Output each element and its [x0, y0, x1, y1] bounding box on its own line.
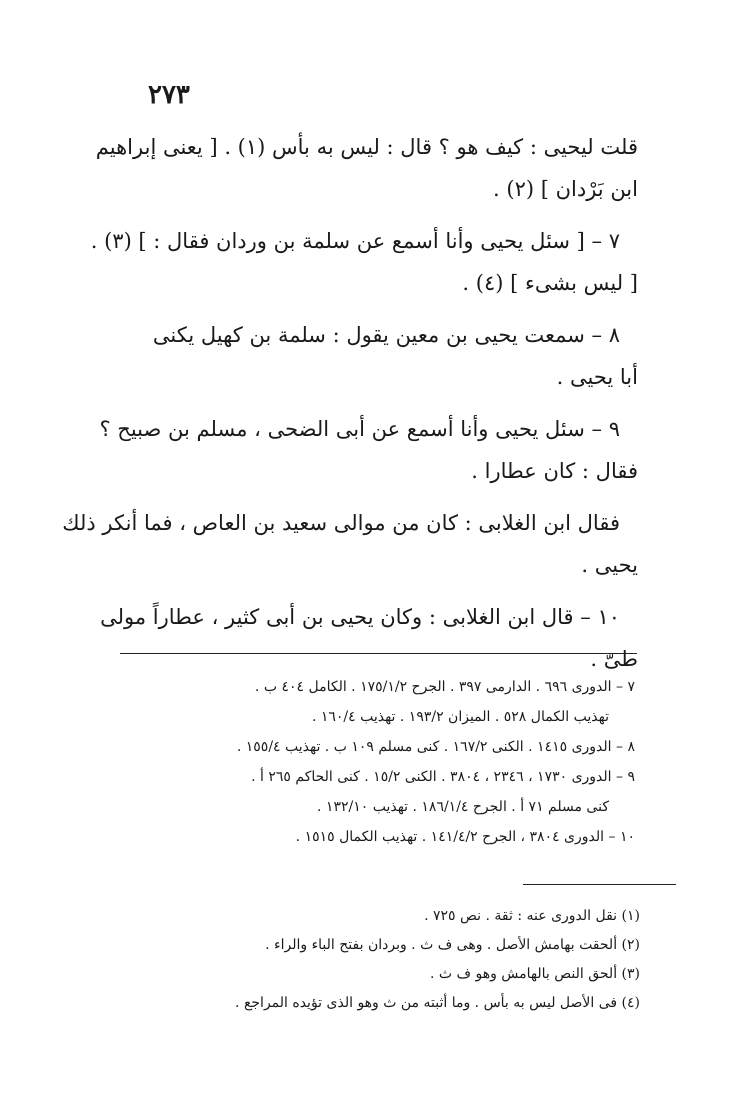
paragraph-9 [99, 408, 638, 492]
footnote-line: (٢) ألحقت بهامش الأصل . وهى ف ث . وبردان بفتح الباء والراء . [265, 937, 640, 953]
text-line: فقال ابن الغلابى : كان من موالى سعيد بن العاص ، فما أنكر ذلك [62, 511, 620, 535]
footnote-line: (٣) ألحق النص بالهامش وهو ف ث . [429, 966, 640, 982]
footnotes-section [150, 902, 640, 1018]
paragraph-intro [95, 126, 638, 210]
references-section [110, 672, 635, 852]
footnote-line: (٤) فى الأصل ليس به بأس . وما أثبته من ث وهو الذى تؤيده المراجع . [235, 995, 640, 1011]
paragraph-8 [110, 314, 638, 398]
text-line: قلت ليحيى : كيف هو ؟ قال : ليس به بأس (١) . [ يعنى إبراهيم [95, 135, 638, 159]
text-line: فقال : كان عطارا . [471, 459, 638, 483]
text-line: أبا يحيى . [556, 365, 638, 389]
references-divider [120, 653, 637, 654]
reference-line: كنى مسلم ٧١ أ . الجرح ١٨٦/١/٤ . تهذيب ١٣٢/١٠ . [317, 799, 609, 815]
reference-line: ٧ – الدورى ٦٩٦ . الدارمى ٣٩٧ . الجرح ١٧٥/١/٢ . الكامل ٤٠٤ ب . [254, 679, 635, 695]
page-number: ٢٧٣ [148, 80, 190, 110]
paragraph-ghallabi [62, 502, 638, 586]
text-line: طىّ . [590, 647, 638, 671]
paragraph-10 [100, 596, 638, 680]
text-line: [ ليس بشىء ] (٤) . [462, 271, 638, 295]
text-line: ٩ – سئل يحيى وأنا أسمع عن أبى الضحى ، مسلم بن صبيح ؟ [99, 417, 620, 441]
footnotes-divider [523, 884, 676, 885]
footnote-line: (١) نقل الدورى عنه : ثقة . نص ٧٢٥ . [424, 908, 640, 924]
text-line: يحيى . [581, 553, 638, 577]
reference-line: ٨ – الدورى ١٤١٥ . الكنى ١٦٧/٢ . كنى مسلم ١٠٩ ب . تهذيب ١٥٥/٤ . [236, 739, 635, 755]
text-line: ٨ – سمعت يحيى بن معين يقول : سلمة بن كهيل يكنى [152, 323, 620, 347]
reference-line: تهذيب الكمال ٥٢٨ . الميزان ١٩٣/٢ . تهذيب ١٦٠/٤ . [311, 709, 609, 725]
reference-line: ٩ – الدورى ١٧٣٠ ، ٢٣٤٦ ، ٣٨٠٤ . الكنى ١٥/٢ . كنى الحاكم ٢٦٥ أ . [251, 769, 635, 785]
text-line: ١٠ – قال ابن الغلابى : وكان يحيى بن أبى كثير ، عطاراً مولى [100, 605, 620, 629]
main-text [62, 126, 638, 690]
paragraph-7 [90, 220, 638, 304]
text-line: ابن بَرْدان ] (٢) . [493, 177, 638, 201]
reference-line: ١٠ – الدورى ٣٨٠٤ ، الجرح ١٤١/٤/٢ . تهذيب الكمال ١٥١٥ . [295, 829, 635, 845]
text-line: ٧ – [ سئل يحيى وأنا أسمع عن سلمة بن وردان فقال : ] (٣) . [90, 229, 620, 253]
